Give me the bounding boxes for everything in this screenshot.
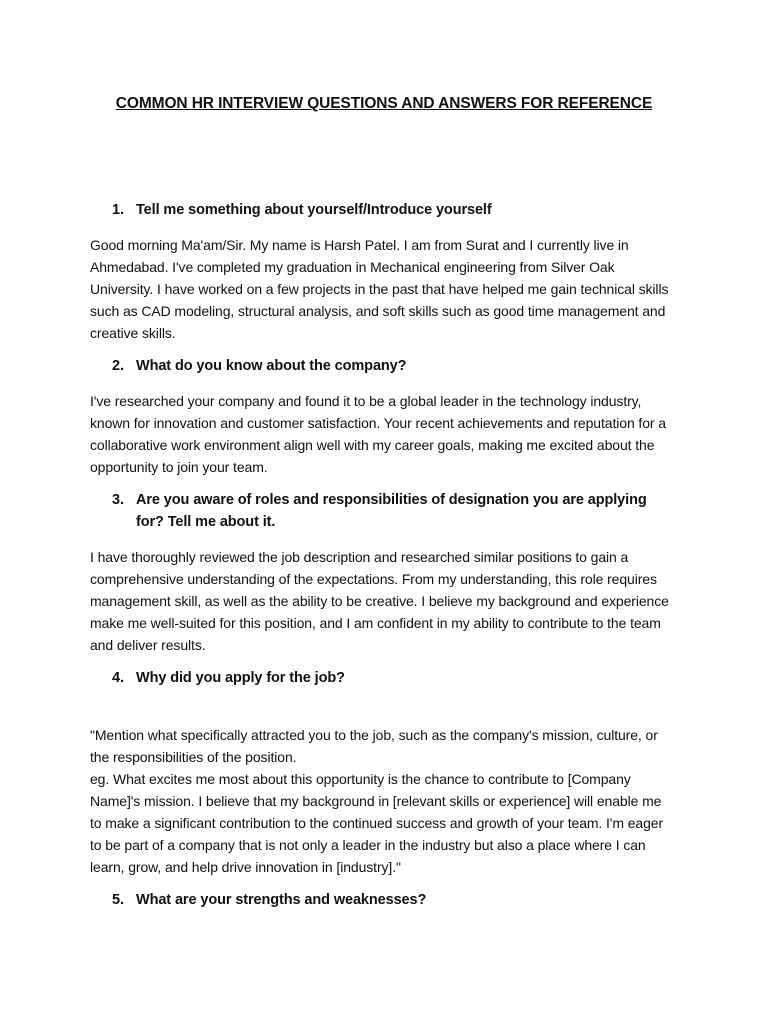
- answer-line: "Mention what specifically attracted you to the job, such as the company's mission, culture, or: [90, 727, 658, 743]
- answer-4: [90, 724, 682, 878]
- answer-line: University. I have worked on a few projects in the past that have helped me gain technical skills: [90, 281, 669, 297]
- answer-line: make me well-suited for this position, and I am confident in my ability to contribute to the team: [90, 615, 661, 631]
- answer-line: and deliver results.: [90, 637, 206, 653]
- question-number: 1.: [112, 202, 124, 218]
- question-number: 3.: [112, 492, 124, 508]
- answer-line: Ahmedabad. I've completed my graduation in Mechanical engineering from Silver Oak: [90, 259, 615, 275]
- answer-3: [90, 546, 682, 656]
- question-number: 4.: [112, 670, 124, 686]
- question-1: [112, 199, 672, 221]
- answer-line: to be part of a company that is not only a leader in the industry but also a place where I can: [90, 837, 646, 853]
- answer-line: Good morning Ma'am/Sir. My name is Harsh Patel. I am from Surat and I currently live in: [90, 237, 629, 253]
- answer-line: management skill, as well as the ability to be creative. I believe my background and experience: [90, 593, 669, 609]
- answer-line: creative skills.: [90, 325, 176, 341]
- answer-line: collaborative work environment align well with my career goals, making me excited about the: [90, 437, 655, 453]
- document-title: COMMON HR INTERVIEW QUESTIONS AND ANSWERS FOR REFERENCE: [115, 95, 653, 112]
- question-3: [112, 489, 672, 533]
- answer-2: [90, 390, 682, 478]
- answer-1: [90, 234, 682, 344]
- question-text: Are you aware of roles and responsibilities of designation you are applying for? Tell me about it.: [136, 492, 647, 530]
- question-text: What are your strengths and weaknesses?: [136, 892, 427, 908]
- question-5: [112, 889, 672, 911]
- question-text: What do you know about the company?: [136, 358, 407, 374]
- answer-line: I've researched your company and found it to be a global leader in the technology industry,: [90, 393, 642, 409]
- question-2: [112, 355, 672, 377]
- answer-line: such as CAD modeling, structural analysis, and soft skills such as good time management and: [90, 303, 666, 319]
- answer-line: to make a significant contribution to the continued success and growth of your team. I'm eager: [90, 815, 664, 831]
- answer-line: Name]'s mission. I believe that my background in [relevant skills or experience] will enable me: [90, 793, 662, 809]
- answer-line: the responsibilities of the position.: [90, 749, 297, 765]
- answer-line: opportunity to join your team.: [90, 459, 268, 475]
- answer-line: learn, grow, and help drive innovation in [industry].": [90, 859, 401, 875]
- question-number: 2.: [112, 358, 124, 374]
- question-text: Tell me something about yourself/Introduce yourself: [136, 202, 492, 218]
- question-4: [112, 667, 672, 689]
- question-number: 5.: [112, 892, 124, 908]
- answer-line: eg. What excites me most about this opportunity is the chance to contribute to [Company: [90, 771, 631, 787]
- answer-line: known for innovation and customer satisfaction. Your recent achievements and reputation for a: [90, 415, 666, 431]
- answer-line: I have thoroughly reviewed the job description and researched similar positions to gain a: [90, 549, 629, 565]
- answer-line: comprehensive understanding of the expectations. From my understanding, this role requires: [90, 571, 657, 587]
- question-text: Why did you apply for the job?: [136, 670, 345, 686]
